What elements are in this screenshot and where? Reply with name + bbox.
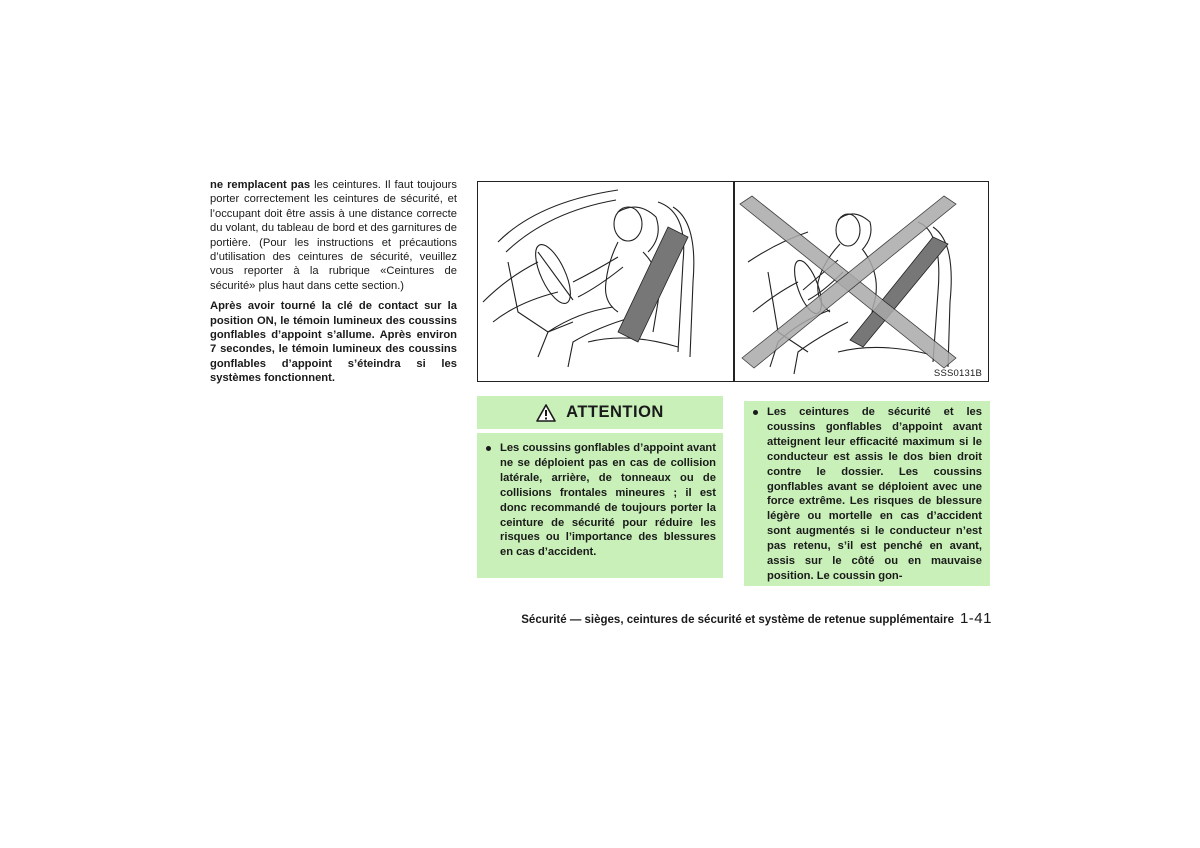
warning-light-paragraph: Après avoir tourné la clé de contact sur la position ON, le témoin lumineux des coussins gonflables d’appoint s’allume. Après environ 7 secondes, le témoin lumineux des coussins gonflables d’appoint s’éteindra si les systèmes fonctionnent. (210, 300, 457, 385)
bullet-dot (486, 446, 491, 451)
figure-code: SSS0131B (933, 368, 982, 379)
figure-divider (733, 182, 735, 381)
incorrect-cross-mark (740, 196, 956, 368)
attention-header (477, 396, 723, 429)
intro-paragraph (210, 178, 457, 293)
attention-bullet-1: Les coussins gonflables d’appoint avant ne se déploient pas en cas de collision latérale, arrière, de tonneaux ou de collisions frontales mineures ; il est donc recommandé de toujours porter la ceinture de sécurité pour réduire les risques ou l’importance des blessures en cas d’accident. (500, 442, 716, 559)
attention-title: ATTENTION (566, 403, 664, 421)
attention-bullet-2: Les ceintures de sécurité et les coussins gonflables d’appoint avant atteignent leur efficacité maximum si le conducteur est assis le dos bien droit contre le dossier. Les coussins gonflables avant se déploient avec une force extrême. Les risques de blessure légère ou mortelle en cas d’accident sont augmentés si le conducteur n’est pas retenu, s’il est penché en avant, assis sur le côté ou en mauvaise position. Le coussin gon- (767, 406, 982, 582)
seatbelt-left (618, 227, 688, 342)
bullet-dot (753, 410, 758, 415)
intro-text: les ceintures. Il faut toujours porter correctement les ceintures de sécurité, et l’occupant doit être assis à une distance correcte du volant, du tableau de bord et des garnitures de portière. (Pour les instructions et précautions d’utilisation des ceintures de sécurité, veuillez vous reporter à la rubrique «Ceintures de sécurité» plus haut dans cette section.) (210, 179, 457, 292)
page-number: 1-41 (959, 610, 992, 627)
warning-triangle-icon (536, 404, 556, 422)
section-title: Sécurité — sièges, ceintures de sécurité et système de retenue supplémentaire (521, 614, 954, 626)
attention-box-left (477, 433, 723, 578)
incorrect-posture-drawing (748, 214, 951, 374)
seating-illustration (477, 181, 989, 382)
attention-box-right (744, 401, 990, 586)
page-footer (512, 610, 992, 627)
left-text-column (210, 178, 457, 392)
intro-bold-lead: ne remplacent pas (210, 179, 311, 191)
